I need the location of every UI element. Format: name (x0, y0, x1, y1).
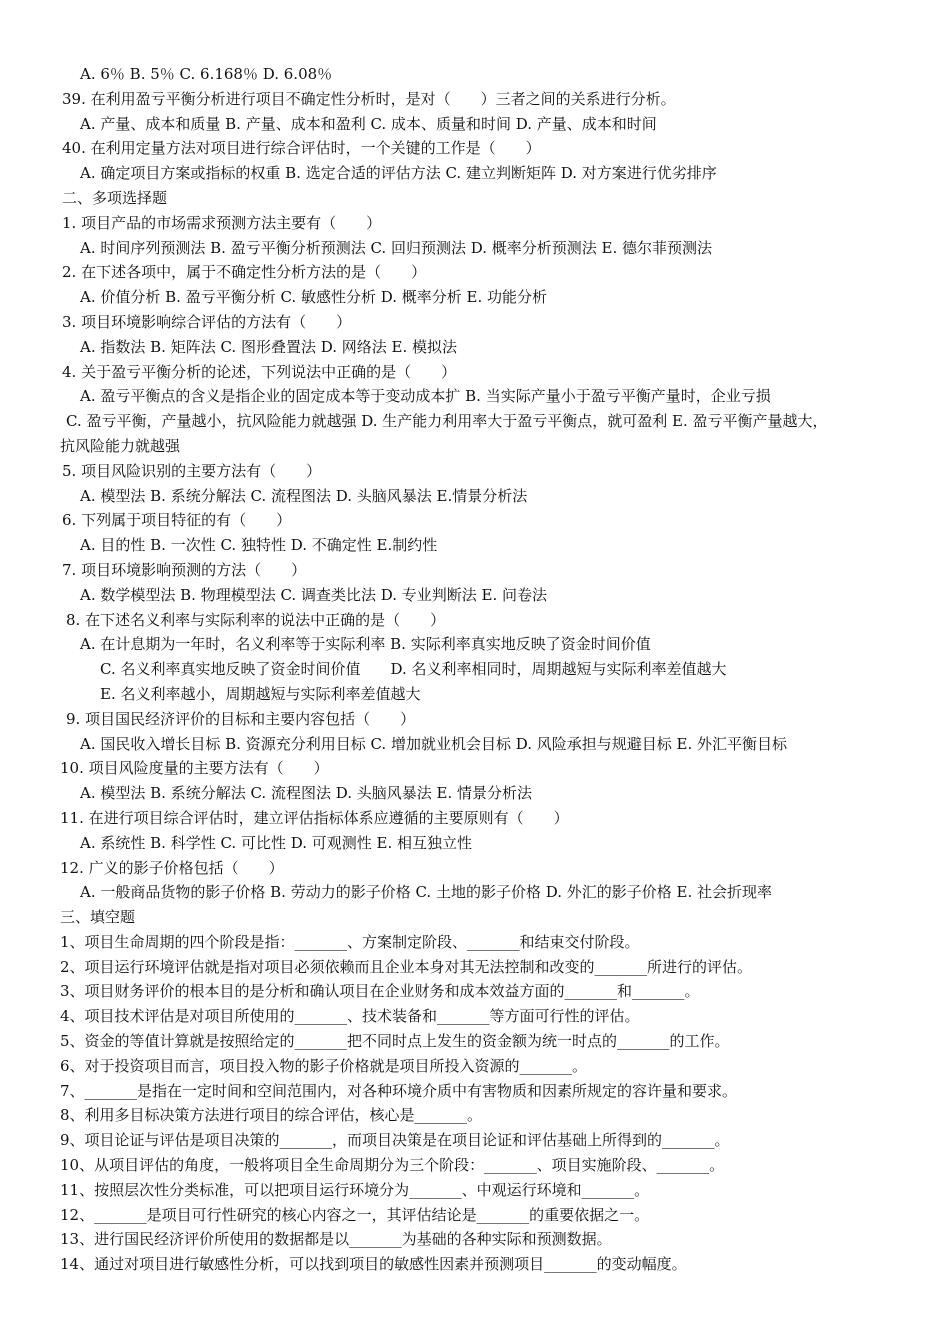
text-line: A. 时间序列预测法 B. 盈亏平衡分析预测法 C. 回归预测法 D. 概率分析预测法 E. 德尔菲预测法 (80, 238, 712, 257)
text-line: 1. 项目产品的市场需求预测方法主要有（ ） (62, 213, 382, 232)
text-line: 9、项目论证与评估是项目决策的_______，而项目决策是在项目论证和评估基础上所得到的_______。 (60, 1131, 730, 1150)
text-line: 7. 项目环境影响预测的方法（ ） (62, 560, 307, 579)
text-line: A. 国民收入增长目标 B. 资源充分利用目标 C. 增加就业机会目标 D. 风险承担与规避目标 E. 外汇平衡目标 (80, 734, 787, 753)
text-line: A. 系统性 B. 科学性 C. 可比性 D. 可观测性 E. 相互独立性 (80, 833, 472, 852)
text-line: A. 一般商品货物的影子价格 B. 劳动力的影子价格 C. 土地的影子价格 D. 外汇的影子价格 E. 社会折现率 (80, 883, 772, 902)
text-line: A. 指数法 B. 矩阵法 C. 图形叠置法 D. 网络法 E. 模拟法 (80, 337, 457, 356)
text-line: 11. 在进行项目综合评估时，建立评估指标体系应遵循的主要原则有（ ） (60, 808, 569, 827)
text-line: 9. 项目国民经济评价的目标和主要内容包括（ ） (66, 709, 416, 728)
text-line: A. 确定项目方案或指标的权重 B. 选定合适的评估方法 C. 建立判断矩阵 D. 对方案进行优劣排序 (80, 164, 717, 183)
text-line: 4、项目技术评估是对项目所使用的_______、技术装备和_______等方面可行性的评估。 (60, 1007, 640, 1026)
text-line: 13、进行国民经济评价所使用的数据都是以_______为基础的各种实际和预测数据。 (60, 1230, 612, 1249)
text-line: 12、_______是项目可行性研究的核心内容之一，其评估结论是_______的重要依据之一。 (60, 1205, 650, 1224)
text-line: 3、项目财务评价的根本目的是分析和确认项目在企业财务和成本效益方面的_______和_______。 (60, 982, 700, 1001)
text-line: 3. 项目环境影响综合评估的方法有（ ） (62, 312, 352, 331)
text-line: C. 名义利率真实地反映了资金时间价值 D. 名义利率相同时，周期越短与实际利率差值越大 (100, 660, 727, 679)
text-line: C. 盈亏平衡，产量越小，抗风险能力就越强 D. 生产能力利用率大于盈亏平衡点，就可盈利 E. 盈亏平衡产量越大， (66, 412, 828, 431)
text-line: 40. 在利用定量方法对项目进行综合评估时，一个关键的工作是（ ） (62, 139, 541, 158)
text-line: A. 模型法 B. 系统分解法 C. 流程图法 D. 头脑风暴法 E.情景分析法 (80, 486, 528, 505)
text-line: A. 6％ B. 5％ C. 6.168％ D. 6.08％ (80, 65, 333, 83)
text-line: 4. 关于盈亏平衡分析的论述，下列说法中正确的是（ ） (62, 362, 457, 381)
text-line: 5. 项目风险识别的主要方法有（ ） (62, 461, 322, 480)
text-line: 1、项目生命周期的四个阶段是指：_______、方案制定阶段、_______和结束交付阶段。 (60, 932, 640, 951)
text-line: 11、按照层次性分类标准，可以把项目运行环境分为_______、中观运行环境和_______。 (60, 1180, 650, 1199)
text-line: A. 盈亏平衡点的含义是指企业的固定成本等于变动成本扩 B. 当实际产量小于盈亏平衡产量时，企业亏损 (80, 387, 771, 406)
text-line: E. 名义利率越小，周期越短与实际利率差值越大 (100, 684, 421, 703)
text-line: A. 产量、成本和质量 B. 产量、成本和盈利 C. 成本、质量和时间 D. 产量、成本和时间 (80, 114, 657, 133)
text-line: A. 目的性 B. 一次性 C. 独特性 D. 不确定性 E.制约性 (80, 536, 438, 555)
text-line: 5、资金的等值计算就是按照给定的_______把不同时点上发生的资金额为统一时点的_______的工作。 (60, 1032, 730, 1051)
text-line: 14、通过对项目进行敏感性分析，可以找到项目的敏感性因素并预测项目_______的变动幅度。 (60, 1255, 687, 1274)
text-line: 10. 项目风险度量的主要方法有（ ） (60, 759, 329, 778)
text-line: 二、多项选择题 (62, 188, 168, 207)
text-line: 6. 下列属于项目特征的有（ ） (62, 511, 292, 530)
text-line: 10、从项目评估的角度，一般将项目全生命周期分为三个阶段：_______、项目实施阶段、_______。 (60, 1156, 725, 1175)
text-line: A. 在计息期为一年时，名义利率等于实际利率 B. 实际利率真实地反映了资金时间价值 (80, 635, 651, 654)
text-line: 7、_______是指在一定时间和空间范围内，对各种环境介质中有害物质和因素所规定的容许量和要求。 (60, 1081, 738, 1100)
text-line: 8、利用多目标决策方法进行项目的综合评估，核心是_______。 (60, 1106, 483, 1125)
text-line: 三、填空题 (60, 908, 136, 927)
text-line: 6、对于投资项目而言，项目投入物的影子价格就是项目所投入资源的_______。 (60, 1056, 588, 1075)
text-line: 2、项目运行环境评估就是指对项目必须依赖而且企业本身对其无法控制和改变的_______所进行的评估。 (60, 957, 753, 976)
text-line: 2. 在下述各项中，属于不确定性分析方法的是（ ） (62, 263, 427, 282)
text-line: A. 数学模型法 B. 物理模型法 C. 调查类比法 D. 专业判断法 E. 问卷法 (80, 585, 547, 604)
text-line: 12. 广义的影子价格包括（ ） (60, 858, 284, 877)
text-line: A. 价值分析 B. 盈亏平衡分析 C. 敏感性分析 D. 概率分析 E. 功能分析 (80, 288, 547, 307)
text-line: 抗风险能力就越强 (60, 436, 181, 455)
text-line: 8. 在下述名义利率与实际利率的说法中正确的是（ ） (66, 610, 446, 629)
text-line: 39. 在利用盈亏平衡分析进行项目不确定性分析时，是对（ ）三者之间的关系进行分析。 (62, 89, 676, 108)
document-body (0, 62, 950, 1277)
text-line: A. 模型法 B. 系统分解法 C. 流程图法 D. 头脑风暴法 E. 情景分析法 (80, 784, 532, 803)
